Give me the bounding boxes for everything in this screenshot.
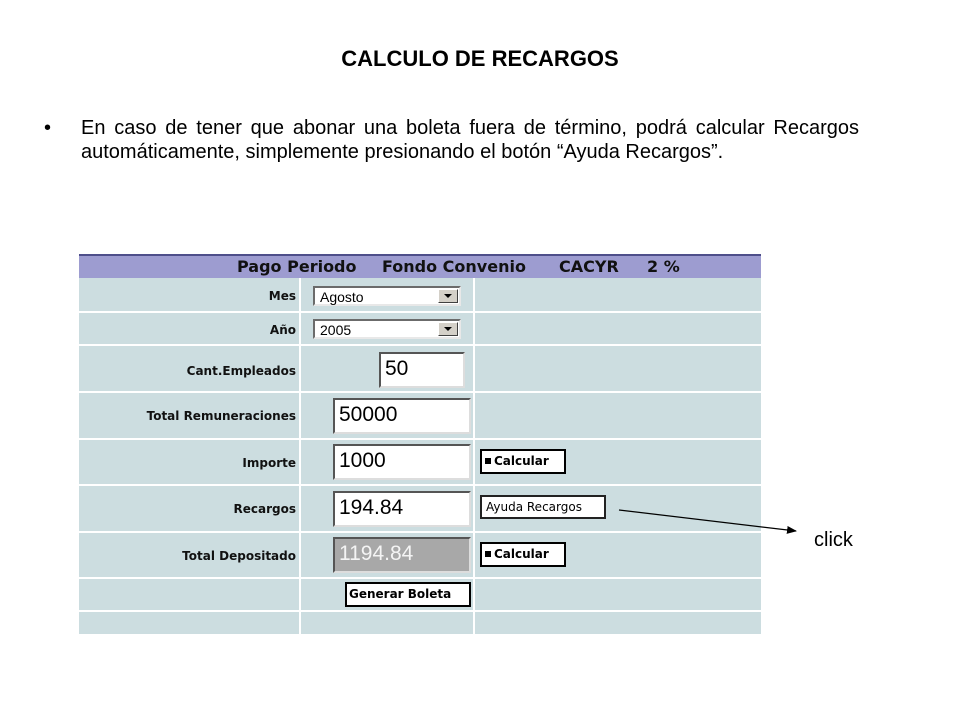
mes-label: Mes xyxy=(268,289,296,303)
bullet-square-icon xyxy=(485,458,491,464)
generar-boleta-button[interactable]: Generar Boleta xyxy=(345,582,471,607)
anio-dropdown-button[interactable] xyxy=(438,322,458,336)
mes-dropdown-button[interactable] xyxy=(438,289,458,303)
bullet-square-icon xyxy=(485,551,491,557)
column-divider xyxy=(299,278,301,634)
mes-select-value: Agosto xyxy=(320,289,364,305)
recargos-label: Recargos xyxy=(233,502,296,516)
payment-form xyxy=(79,254,761,634)
bullet-marker: • xyxy=(44,117,52,139)
row-recargos xyxy=(79,486,761,533)
calcular-importe-button[interactable] xyxy=(480,449,566,474)
calcular-importe-label: Calcular xyxy=(494,454,549,468)
total-depositado-input: 1194.84 xyxy=(333,537,471,573)
row-cant-empleados xyxy=(79,346,761,393)
total-depositado-label: Total Depositado xyxy=(182,549,296,563)
row-mes xyxy=(79,278,761,313)
calcular-total-label: Calcular xyxy=(494,547,549,561)
form-header xyxy=(79,254,761,278)
anio-select-value: 2005 xyxy=(320,322,352,338)
importe-label: Importe xyxy=(242,456,296,470)
importe-input[interactable]: 1000 xyxy=(333,444,471,480)
header-cacyr: CACYR xyxy=(559,257,619,276)
header-percent: 2 % xyxy=(647,257,680,276)
anio-label: Año xyxy=(269,323,296,337)
row-empty xyxy=(79,612,761,634)
cant-empleados-input[interactable]: 50 xyxy=(379,352,465,388)
row-total-remuneraciones xyxy=(79,393,761,440)
recargos-input[interactable]: 194.84 xyxy=(333,491,471,527)
column-divider xyxy=(473,278,475,634)
slide-title: CALCULO DE RECARGOS xyxy=(341,46,619,71)
header-pago-periodo: Pago Periodo xyxy=(237,257,357,276)
cant-empleados-label: Cant.Empleados xyxy=(186,364,296,378)
row-anio xyxy=(79,313,761,346)
row-generar-boleta xyxy=(79,579,761,612)
ayuda-recargos-button[interactable]: Ayuda Recargos xyxy=(480,495,606,519)
row-importe xyxy=(79,440,761,486)
bullet-text: En caso de tener que abonar una boleta fuera de término, podrá calcular Recargos automáticamente, simplemente presionando el botón “Ayuda Recargos”. xyxy=(81,117,859,163)
chevron-down-icon xyxy=(444,294,452,298)
header-fondo-convenio: Fondo Convenio xyxy=(382,257,526,276)
total-remuneraciones-label: Total Remuneraciones xyxy=(146,409,296,423)
calcular-total-button[interactable] xyxy=(480,542,566,567)
click-annotation: click xyxy=(814,529,853,551)
chevron-down-icon xyxy=(444,327,452,331)
anio-select[interactable] xyxy=(313,319,461,339)
mes-select[interactable] xyxy=(313,286,461,306)
row-total-depositado xyxy=(79,533,761,579)
total-remuneraciones-input[interactable]: 50000 xyxy=(333,398,471,434)
